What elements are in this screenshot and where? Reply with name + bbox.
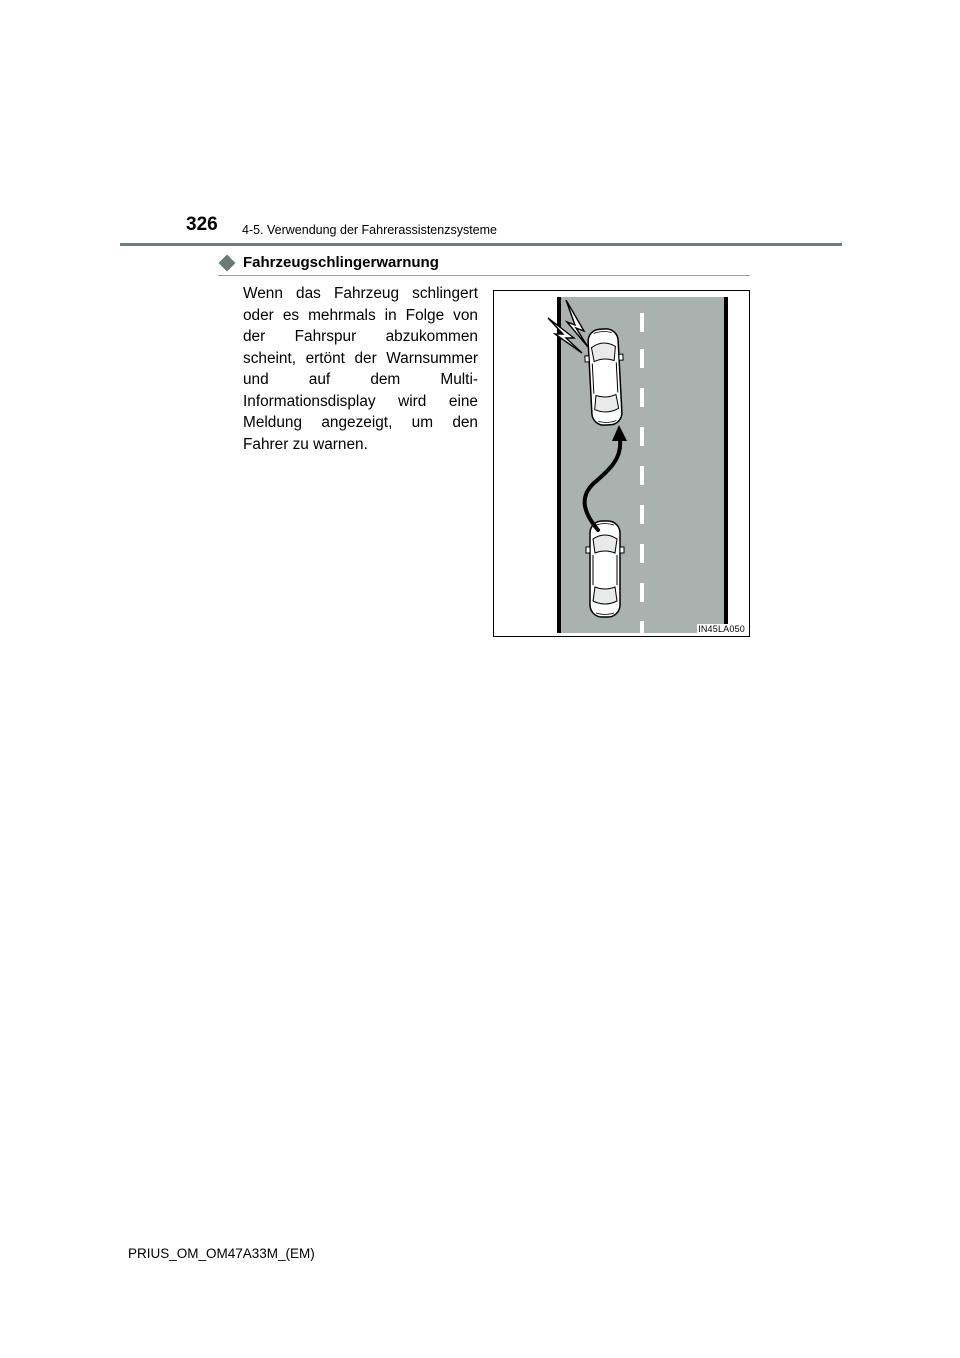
- road-surface: [558, 297, 728, 633]
- section-divider: [218, 275, 750, 276]
- left-lane-line: [557, 297, 561, 633]
- diamond-icon: [219, 254, 236, 271]
- chapter-title: 4-5. Verwendung der Fahrerassistenzsysteme: [242, 223, 497, 237]
- section-heading-label: Fahrzeugschlingerwarnung: [243, 254, 439, 271]
- road-scene: [494, 291, 749, 636]
- car-icon: [586, 521, 624, 617]
- lane-sway-illustration: [493, 290, 750, 637]
- right-lane-line: [724, 297, 728, 633]
- body-paragraph: Wenn das Fahrzeug schlingert oder es mehrmals in Folge von der Fahrspur abzukommen scheint, ertönt der Warnsummer und auf dem Multi-Informationsdisplay wird eine Meldung angezeigt, um den Fahrer zu warnen.: [243, 285, 478, 453]
- center-dashed-line: [640, 313, 644, 633]
- header-divider: [120, 243, 842, 246]
- footer-doc-id: PRIUS_OM_OM47A33M_(EM): [128, 1246, 315, 1261]
- figure-code: IN45LA050: [698, 624, 745, 634]
- page-number: 326: [186, 214, 218, 235]
- section-heading: [218, 254, 439, 271]
